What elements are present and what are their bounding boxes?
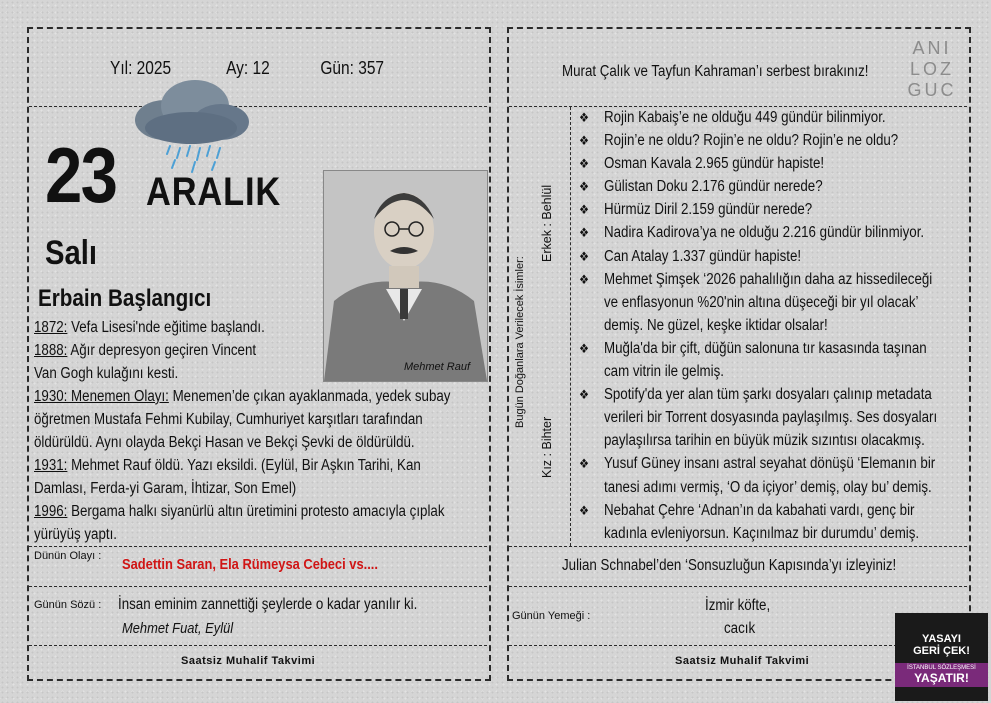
news-item: ❖ Hürmüz Diril 2.159 gündür nerede? (604, 198, 937, 221)
news-item: ❖ Osman Kavala 2.965 gündür hapiste! (604, 152, 937, 175)
historical-events (34, 316, 450, 546)
left-divider-footer (29, 645, 487, 646)
meal-line-1: İzmir köfte, (705, 597, 771, 614)
day-number: 23 (45, 131, 117, 219)
girl-name: Kız : Bihter (540, 416, 554, 478)
news-item: ❖ Yusuf Güney insanı astral seyahat dönüşü ‘Elemanın bir tanesi adımı vermiş, ‘O da içiyor’ demiş, olay bu’ demiş. (604, 452, 937, 498)
news-item: ❖ Gülistan Doku 2.176 gündür nerede? (604, 175, 937, 198)
news-item: ❖ Rojin Kabaiş’e ne olduğu 449 gündür bilinmiyor. (604, 106, 937, 129)
names-column-divider (570, 107, 571, 546)
news-item: ❖ Nebahat Çehre ‘Adnan’ın da kabahati vardı, genç bir kadınla evleniyorsun. Kaçınılmaz bir durumdu’ demiş. (604, 499, 937, 545)
diamond-bullet-icon: ❖ (579, 271, 590, 287)
diamond-bullet-icon: ❖ (579, 202, 590, 218)
diamond-bullet-icon: ❖ (579, 340, 590, 356)
diamond-bullet-icon: ❖ (579, 133, 590, 149)
left-divider-quote (29, 586, 487, 587)
diamond-bullet-icon: ❖ (579, 456, 590, 472)
right-divider-meal (509, 586, 967, 587)
event-1888-cont: Van Gogh kulağını kesti. (34, 365, 179, 382)
left-footer-brand: Saatsiz Muhalif Takvimi (181, 655, 316, 667)
special-day-title: Erbain Başlangıcı (38, 285, 212, 312)
diamond-bullet-icon: ❖ (579, 110, 590, 125)
news-item: ❖ Spotify'da yer alan tüm şarkı dosyaları çalınıp metadata verileri bir Torrent dosyasında paylaşılmış. Ses dosyaları paylaşılırsa tarihin en büyük müzik sızıntısı olacakmış. (604, 383, 937, 452)
day-number-label: Gün: 357 (320, 58, 385, 78)
event-1931-cont: Damlası, Ferda-yi Garam, İhtizar, Son Emel) (34, 480, 297, 497)
boy-name: Erkek : Behlül (540, 184, 554, 262)
right-footer-brand: Saatsiz Muhalif Takvimi (675, 655, 810, 667)
quote-label: Günün Sözü : (34, 599, 102, 611)
quote-author: Mehmet Fuat, Eylül (122, 620, 234, 637)
diamond-bullet-icon: ❖ (579, 156, 590, 172)
weekday: Salı (45, 234, 98, 272)
diamond-bullet-icon: ❖ (579, 248, 590, 264)
news-item: ❖ Can Atalay 1.337 gündür hapiste! (604, 245, 937, 268)
event-1930-cont-2: öldürüldü. Aynı olayda Bekçi Hasan ve Bekçi Şevki de öldürüldü. (34, 434, 415, 451)
rain-cloud-icon (125, 68, 255, 178)
news-item: ❖ Rojin’e ne oldu? Rojin’e ne oldu? Rojin’e ne oldu? (604, 129, 937, 152)
diamond-bullet-icon: ❖ (579, 502, 590, 518)
news-item: ❖ Mehmet Şimşek ‘2026 pahalılığın daha az hissedileceği ve enflasyonun %20'nin altına düşeceği bir yıl olacak’ demiş. Ne güzel, keşke iktidar olsalar! (604, 268, 937, 337)
diamond-bullet-icon: ❖ (579, 179, 590, 195)
event-1930: 1930: Menemen Olayı: Menemen’de çıkan ayaklanmada, yedek subay (34, 388, 451, 405)
news-item: ❖ Muğla'da bir çift, düğün salonuna tır kasasında taşınan cam vitrin ile gelmiş. (604, 337, 937, 383)
month-name: ARALIK (146, 170, 282, 214)
event-1996-cont: yürüyüş yaptı. (34, 526, 117, 543)
top-banner: Murat Çalık ve Tayfun Kahraman’ı serbest bırakınız! (562, 63, 869, 80)
event-of-day-label: Dünün Olayı : (34, 550, 102, 562)
event-of-day-value: Sadettin Saran, Ela Rümeysa Cebeci vs.... (122, 556, 378, 573)
month-label: Ay: 12 (226, 58, 270, 78)
news-list (579, 106, 938, 545)
film-recommendation: Julian Schnabel’den ‘Sonsuzluğun Kapısında’yı izleyiniz! (562, 557, 897, 574)
left-divider-header (29, 106, 487, 107)
event-1996: 1996: Bergama halkı siyanürlü altın üretimini protesto amacıyla çıplak (34, 503, 445, 520)
diamond-bullet-icon: ❖ (579, 387, 590, 403)
names-section-label: Bugün Doğanlara Verilecek İsimler: (514, 256, 526, 428)
quote-text: İnsan eminim zannettiği şeylerde o kadar yanılır ki. (118, 596, 418, 613)
year-label: Yıl: 2025 (110, 58, 172, 78)
news-item: ❖ Nadira Kadirova’ya ne olduğu 2.216 gündür bilinmiyor. (604, 221, 937, 244)
meal-line-2: cacık (724, 620, 756, 637)
event-1931: 1931: Mehmet Rauf öldü. Yazı eksildi. (Eylül, Bir Aşkın Tarihi, Kan (34, 457, 421, 474)
right-divider-recommend (509, 546, 967, 547)
event-1872: 1872: Vefa Lisesi'nde eğitime başlandı. (34, 319, 265, 336)
meal-label: Günün Yemeği : (512, 610, 591, 622)
event-1930-cont-1: öğretmen Mustafa Fehmi Kubilay, Cumhuriyet karşıtları tarafından (34, 411, 423, 428)
portrait-caption: Mehmet Rauf (404, 361, 471, 373)
aniloz-guc-logo: ANI LOZ GUC (907, 38, 957, 100)
left-divider-event (29, 546, 487, 547)
diamond-bullet-icon: ❖ (579, 225, 590, 241)
event-1888: 1888: Ağır depresyon geçiren Vincent (34, 342, 257, 359)
istanbul-convention-badge: YASAYI GERİ ÇEK! İSTANBUL SÖZLEŞMESİ YAŞATIR! (895, 613, 988, 701)
